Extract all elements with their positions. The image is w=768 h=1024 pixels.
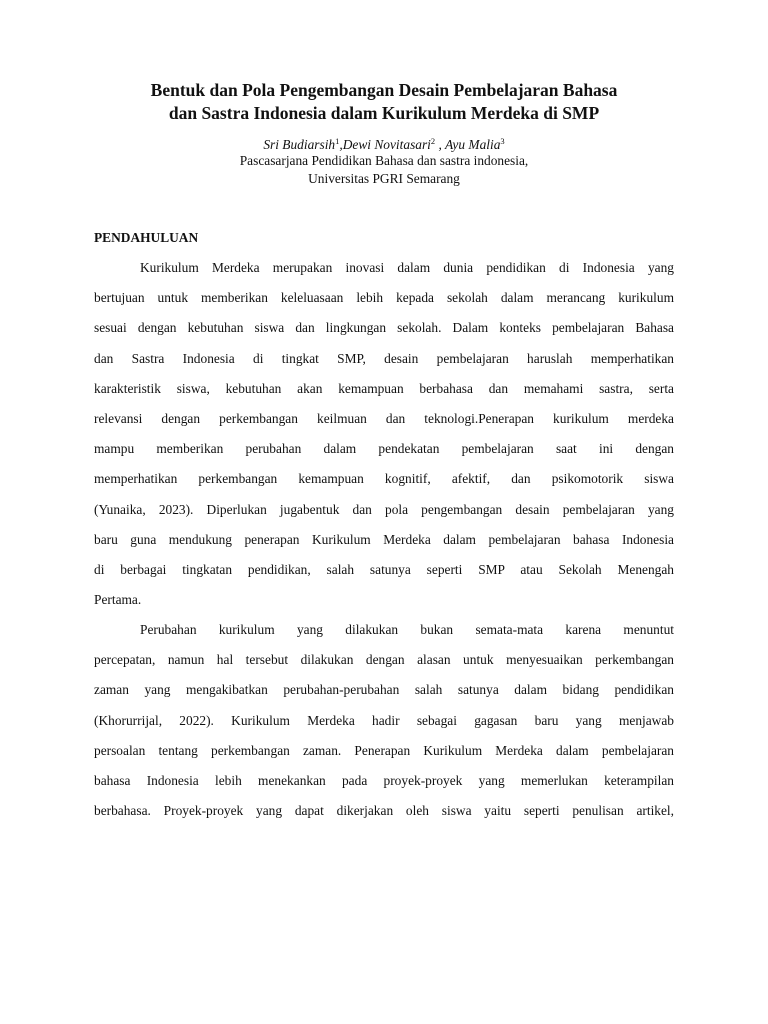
paragraph-line: dan Sastra Indonesia di tingkat SMP, desain pembelajaran haruslah memperhatikan bbox=[94, 350, 674, 366]
author-affiliation-number: 1 bbox=[335, 136, 340, 146]
paragraph-line: (Khorurrijal, 2022). Kurikulum Merdeka hadir sebagai gagasan baru yang menjawab bbox=[94, 712, 674, 728]
paragraph-line: bertujuan untuk memberikan keleluasaan lebih kepada sekolah dalam merancang kurikulum bbox=[94, 290, 674, 306]
paper-title bbox=[60, 79, 708, 125]
author-affiliation-number: 3 bbox=[500, 136, 505, 146]
author-name: Dewi Novitasari bbox=[342, 137, 431, 152]
paragraph-line: Kurikulum Merdeka merupakan inovasi dalam dunia pendidikan di Indonesia yang bbox=[140, 260, 674, 275]
paragraph-line: memperhatikan perkembangan kemampuan kognitif, afektif, dan psikomotorik siswa bbox=[94, 471, 674, 487]
title-line: Bentuk dan Pola Pengembangan Desain Pembelajaran Bahasa bbox=[150, 80, 618, 100]
paragraph-line: Pertama. bbox=[94, 592, 142, 608]
title-line: dan Sastra Indonesia dalam Kurikulum Merdeka di SMP bbox=[168, 103, 600, 123]
paragraph-line: relevansi dengan perkembangan keilmuan dan teknologi.Penerapan kurikulum merdeka bbox=[94, 410, 674, 426]
body-paragraph bbox=[94, 615, 674, 826]
paragraph-line: zaman yang mengakibatkan perubahan-perubahan salah satunya dalam bidang pendidikan bbox=[94, 682, 674, 698]
affiliation-line: Pascasarjana Pendidikan Bahasa dan sastra indonesia, bbox=[239, 153, 529, 168]
paragraph-line: sesuai dengan kebutuhan siswa dan lingkungan sekolah. Dalam konteks pembelajaran Bahasa bbox=[94, 320, 674, 336]
paragraph-line: percepatan, namun hal tersebut dilakukan dengan alasan untuk menyesuaikan perkembangan bbox=[94, 652, 674, 668]
paragraph-line: berbahasa. Proyek-proyek yang dapat dikerjakan oleh siswa yaitu seperti penulisan artikel, bbox=[94, 803, 674, 819]
paragraph-line: Perubahan kurikulum yang dilakukan bukan semata-mata karena menuntut bbox=[140, 622, 674, 637]
section-heading: PENDAHULUAN bbox=[94, 230, 199, 245]
author-name: Ayu Malia bbox=[444, 137, 501, 152]
author-name: Sri Budiarsih bbox=[263, 137, 336, 152]
affiliation-line: Universitas PGRI Semarang bbox=[308, 171, 460, 186]
paragraph-line: (Yunaika, 2023). Diperlukan jugabentuk dan pola pengembangan desain pembelajaran yang bbox=[94, 501, 674, 517]
paragraph-line: persoalan tentang perkembangan zaman. Penerapan Kurikulum Merdeka dalam pembelajaran bbox=[94, 742, 674, 758]
body-paragraph bbox=[94, 253, 674, 615]
paragraph-line: di berbagai tingkatan pendidikan, salah satunya seperti SMP atau Sekolah Menengah bbox=[94, 561, 674, 577]
paragraph-line: karakteristik siswa, kebutuhan akan kemampuan berbahasa dan memahami sastra, serta bbox=[94, 380, 674, 396]
author-list: Sri Budiarsih$^1$,Dewi Novitasari$^2$ , Ayu Malia$^3$ bbox=[263, 136, 505, 152]
paragraph-line: baru guna mendukung penerapan Kurikulum Merdeka dalam pembelajaran bahasa Indonesia bbox=[94, 531, 674, 547]
paragraph-line: mampu memberikan perubahan dalam pendekatan pembelajaran saat ini dengan bbox=[94, 441, 674, 457]
author-affiliation-number: 2 bbox=[430, 136, 436, 146]
paragraph-line: bahasa Indonesia lebih menekankan pada proyek-proyek yang memerlukan keterampilan bbox=[94, 772, 674, 788]
affiliation bbox=[60, 152, 708, 188]
